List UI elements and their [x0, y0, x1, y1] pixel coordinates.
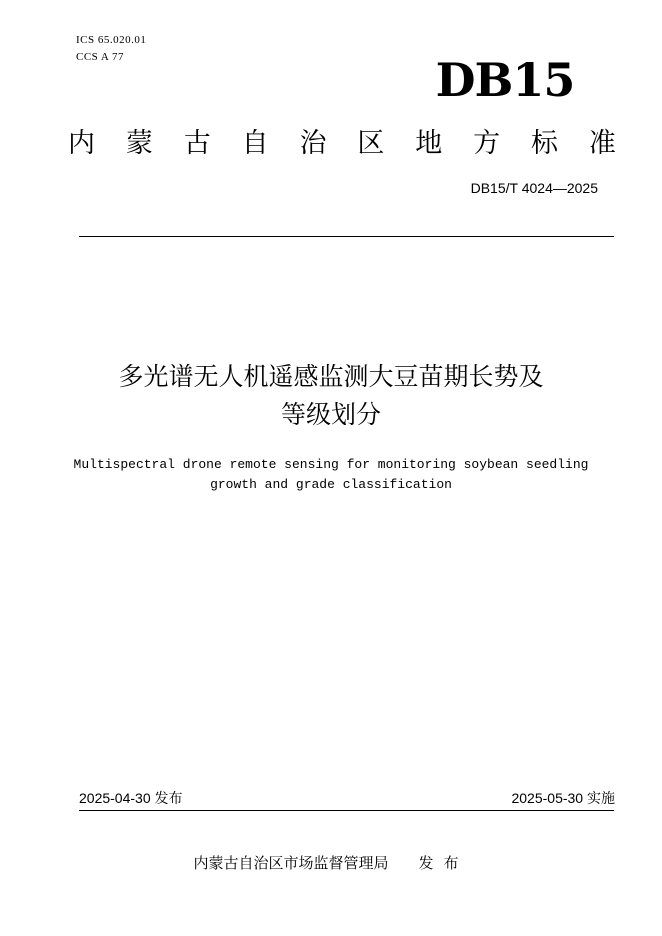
- ccs-code: CCS A 77: [76, 51, 125, 63]
- footer-divider: [79, 810, 614, 811]
- standard-type-char: 区: [357, 128, 385, 159]
- english-title-line-1: Multispectral drone remote sensing for monitoring soybean seedling: [73, 457, 589, 472]
- standard-type-char: 治: [299, 128, 327, 159]
- chinese-title-line-2: 等级划分: [280, 400, 381, 429]
- issuer-action: 发布: [418, 854, 469, 872]
- standard-code: DB15/T 4024—2025: [470, 180, 598, 196]
- standard-type-char: 标: [531, 128, 558, 159]
- chinese-title: [60, 358, 602, 434]
- standard-type-char: 自: [241, 128, 269, 159]
- standard-type-char: 地: [415, 128, 443, 159]
- issuer-line: [60, 853, 602, 873]
- header-divider: [79, 236, 614, 237]
- english-title: [60, 455, 602, 495]
- standard-type-char: 方: [473, 128, 501, 159]
- standard-type-heading: [68, 126, 616, 162]
- chinese-title-line-1: 多光谱无人机遥感监测大豆苗期长势及: [118, 362, 544, 391]
- db15-logo: DB15: [435, 53, 575, 107]
- english-title-line-2: growth and grade classification: [210, 477, 452, 492]
- issuer-name: 内蒙古自治区市场监督管理局: [193, 854, 389, 872]
- standard-type-char: 古: [183, 128, 211, 159]
- standard-type-char: 准: [588, 128, 616, 159]
- standard-type-char: 内: [68, 128, 95, 159]
- standard-type-char: 蒙: [125, 128, 153, 159]
- implementation-date: 2025-05-30 实施: [511, 790, 615, 806]
- publish-date: 2025-04-30 发布: [79, 790, 183, 806]
- ics-code: ICS 65.020.01: [76, 34, 147, 46]
